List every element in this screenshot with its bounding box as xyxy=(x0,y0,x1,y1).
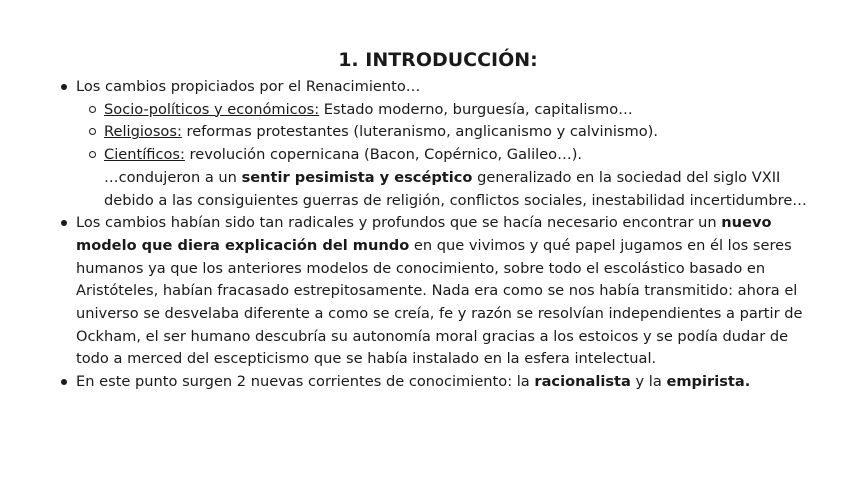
sub-bullet-sociopoliticos xyxy=(104,99,808,122)
bullet-renacimiento-text: Los cambios propiciados por el Renacimiento… xyxy=(76,78,421,95)
bullet-corrientes xyxy=(58,371,808,394)
bullet-nuevo-modelo-post: en que vivimos y qué papel jugamos en él los seres humanos ya que los anteriores modelos de conocimiento, sobre todo el escolástico basado en Aristóteles, habían fracasado estrepitosamente. Nada era como se nos había transmitido: ahora el universo se desvelaba diferente a como se creía, fe y razón se resolvían independientes a partir de Ockham, el ser humano descubría su autonomía moral gracias a los estoicos y se podía dudar de todo a merced del escepticismo que se había instalado en la esfera intelectual. xyxy=(76,236,803,368)
sub-bullet-text: revolución copernicana (Bacon, Copérnico, Galileo…). xyxy=(184,146,583,164)
sub-bullet-label: Socio-políticos y económicos: xyxy=(104,100,320,118)
sub-bullet-religiosos xyxy=(104,121,808,144)
bullet-renacimiento xyxy=(58,76,808,212)
sub-bullet-text: Estado moderno, burguesía, capitalismo… xyxy=(319,100,633,118)
sub-bullet-cientificos xyxy=(104,144,808,167)
conclusion-pre: …condujeron a un xyxy=(104,168,242,186)
conclusion-post: generalizado en la sociedad del siglo VXII debido a las consiguientes guerras de religión, conflictos sociales, inestabilidad incertidumbre… xyxy=(104,168,807,209)
bullet-corrientes-racionalista: racionalista xyxy=(534,373,631,391)
main-bullet-list xyxy=(58,76,808,394)
conclusion-bold: sentir pesimista y escéptico xyxy=(241,168,473,186)
sub-bullet-list xyxy=(76,99,808,167)
bullet-corrientes-empirista: empirista. xyxy=(666,373,751,391)
bullet-nuevo-modelo-pre: Los cambios habían sido tan radicales y profundos que se hacía necesario encontrar un xyxy=(76,214,722,232)
bullet-corrientes-mid: y la xyxy=(630,373,667,391)
sub-bullet-label: Científicos: xyxy=(104,146,185,164)
sub-bullet-text: reformas protestantes (luteranismo, anglicanismo y calvinismo). xyxy=(181,123,658,141)
bullet-nuevo-modelo-bold: nuevo modelo que diera explicación del mundo xyxy=(76,214,772,254)
slide-title: 1. INTRODUCCIÓN: xyxy=(338,49,538,71)
sub-bullet-label: Religiosos: xyxy=(104,123,182,141)
bullet-nuevo-modelo xyxy=(58,212,808,371)
conclusion-paragraph xyxy=(76,167,808,212)
bullet-corrientes-pre: En este punto surgen 2 nuevas corrientes de conocimiento: la xyxy=(76,373,535,391)
